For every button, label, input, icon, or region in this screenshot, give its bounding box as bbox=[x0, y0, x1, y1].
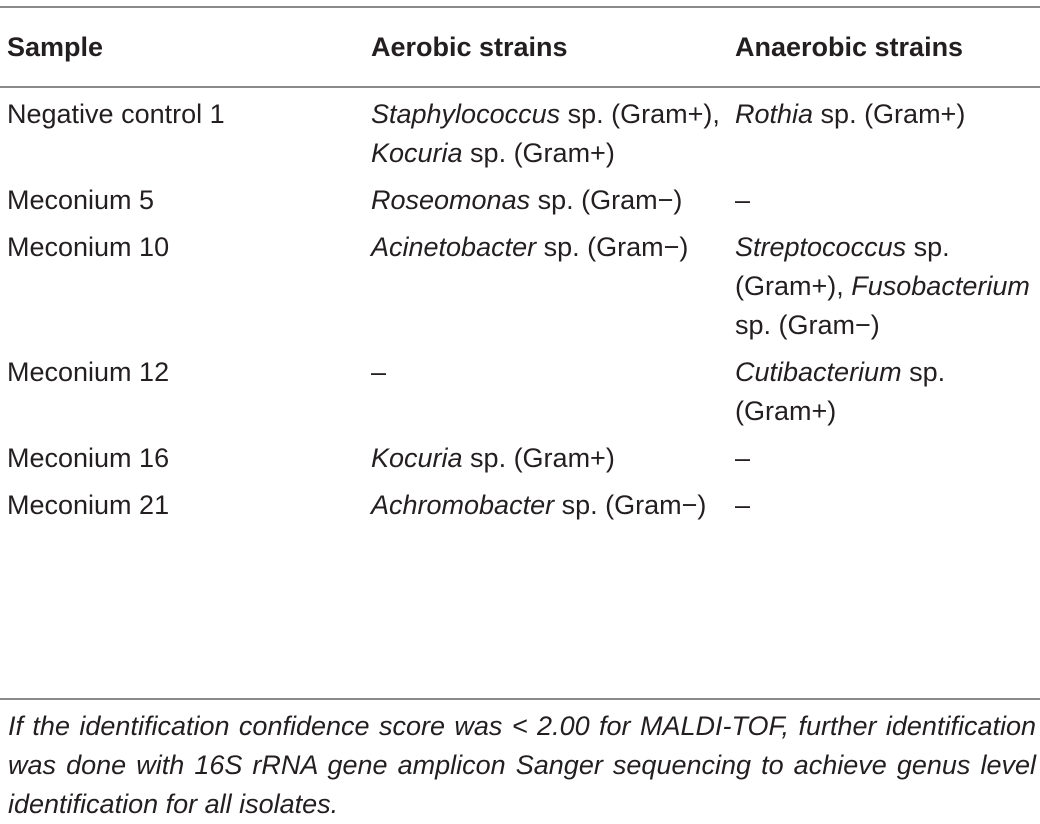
genus-name: Staphylococcus bbox=[371, 99, 561, 129]
strain-detail: sp. (Gram+) bbox=[462, 138, 615, 168]
header-sample: Sample bbox=[7, 31, 104, 62]
cell-sample: Negative control 1 bbox=[7, 99, 225, 129]
cell-sample: Meconium 5 bbox=[7, 185, 155, 215]
cell-aerobic-strains bbox=[368, 86, 734, 181]
header-anaerobic-strains: Anaerobic strains bbox=[735, 31, 964, 62]
cell-aerobic-strains: – bbox=[371, 357, 387, 387]
table-row bbox=[0, 181, 1040, 228]
table-header-row bbox=[0, 8, 1040, 86]
strain-detail: sp. (Gram+), bbox=[735, 232, 950, 301]
cell-anaerobic-strains: – bbox=[735, 490, 751, 520]
genus-name: Cutibacterium bbox=[735, 357, 902, 387]
genus-name: Roseomonas bbox=[371, 185, 531, 215]
isolates-table bbox=[0, 8, 1040, 533]
strain-detail: sp. (Gram−) bbox=[735, 310, 880, 340]
strain-detail: sp. (Gram−) bbox=[554, 490, 707, 520]
cell-sample: Meconium 21 bbox=[7, 490, 170, 520]
genus-name: Fusobacterium bbox=[851, 271, 1030, 301]
cell-aerobic-strains bbox=[368, 486, 734, 533]
cell-aerobic-strains bbox=[368, 439, 734, 486]
genus-name: Acinetobacter bbox=[371, 232, 537, 262]
strain-detail: sp. (Gram+) bbox=[735, 357, 946, 426]
strain-detail: sp. (Gram+), bbox=[560, 99, 720, 129]
cell-anaerobic-strains bbox=[734, 228, 1040, 353]
cell-sample: Meconium 10 bbox=[7, 232, 170, 262]
strain-detail: sp. (Gram−) bbox=[536, 232, 689, 262]
genus-name: Achromobacter bbox=[371, 490, 555, 520]
table-row bbox=[0, 228, 1040, 353]
table-row bbox=[0, 439, 1040, 486]
table-body bbox=[0, 86, 1040, 533]
table-row bbox=[0, 353, 1040, 439]
genus-name: Kocuria bbox=[371, 443, 463, 473]
table-footnote: If the identification confidence score was < 2.00 for MALDI-TOF, further identification was done with 16S rRNA gene amplicon Sanger sequencing to achieve genus level identification for all isolates. bbox=[8, 711, 1036, 819]
cell-sample: Meconium 16 bbox=[7, 443, 170, 473]
genus-name: Rothia bbox=[735, 99, 814, 129]
strain-detail: sp. (Gram+) bbox=[813, 99, 966, 129]
genus-name: Kocuria bbox=[371, 138, 463, 168]
table-bottom-rule bbox=[0, 698, 1040, 700]
strain-detail: sp. (Gram+) bbox=[462, 443, 615, 473]
cell-anaerobic-strains: – bbox=[735, 443, 751, 473]
cell-anaerobic-strains bbox=[734, 353, 1040, 439]
genus-name: Streptococcus bbox=[735, 232, 907, 262]
cell-aerobic-strains bbox=[368, 228, 734, 353]
strain-detail: sp. (Gram−) bbox=[530, 185, 683, 215]
table-row bbox=[0, 486, 1040, 533]
table-row bbox=[0, 86, 1040, 181]
cell-sample: Meconium 12 bbox=[7, 357, 170, 387]
cell-aerobic-strains bbox=[368, 181, 734, 228]
cell-anaerobic-strains: – bbox=[735, 185, 751, 215]
header-aerobic-strains: Aerobic strains bbox=[371, 31, 568, 62]
cell-anaerobic-strains bbox=[734, 86, 1040, 181]
